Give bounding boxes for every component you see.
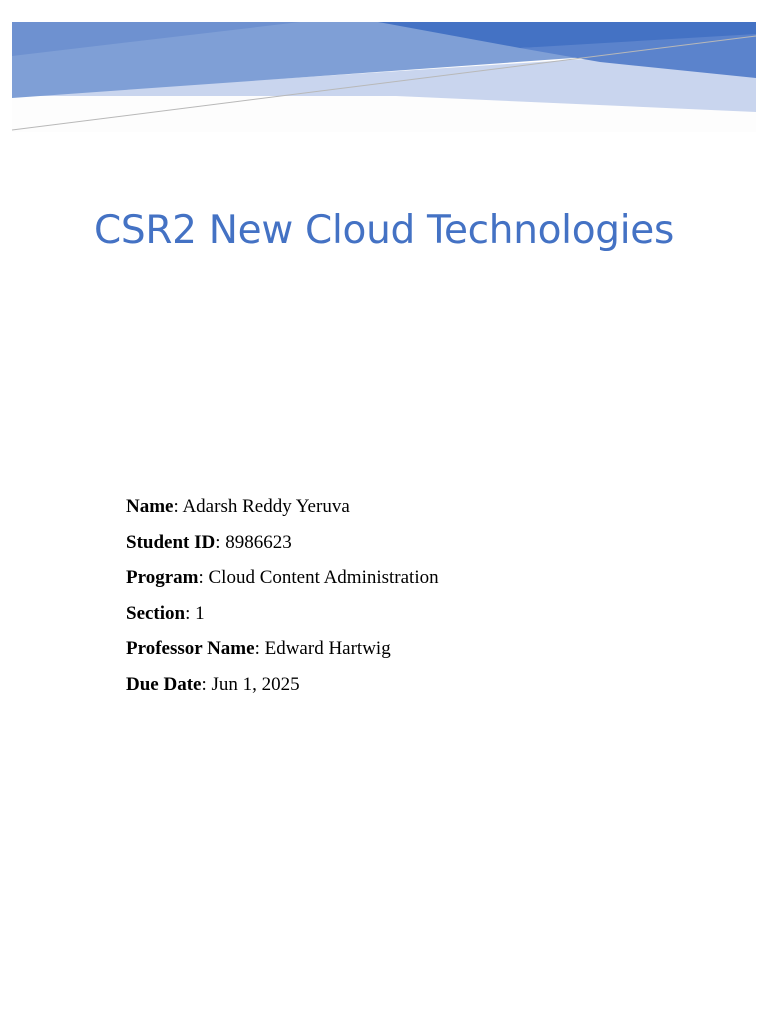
header-banner-graphic — [0, 0, 768, 150]
detail-due-date — [126, 667, 686, 703]
detail-value: : 1 — [185, 602, 205, 624]
detail-value: : Cloud Content Administration — [198, 567, 439, 588]
detail-label: Student ID — [126, 531, 216, 553]
detail-section — [126, 596, 686, 632]
detail-label: Program — [126, 567, 199, 588]
detail-professor-name — [126, 631, 686, 667]
detail-value: : Edward Hartwig — [254, 638, 391, 659]
detail-name — [126, 489, 686, 525]
detail-label: Section — [126, 602, 186, 624]
detail-student-id — [126, 525, 686, 561]
detail-label: Due Date — [126, 673, 202, 695]
detail-value: : Adarsh Reddy Yeruva — [173, 496, 350, 517]
detail-label: Professor Name — [126, 638, 255, 659]
detail-program — [126, 560, 686, 596]
document-title: CSR2 New Cloud Technologies — [94, 208, 674, 253]
detail-value: : 8986623 — [215, 531, 292, 553]
detail-value: : Jun 1, 2025 — [201, 673, 300, 695]
student-details — [126, 489, 686, 702]
detail-label: Name — [126, 496, 174, 517]
